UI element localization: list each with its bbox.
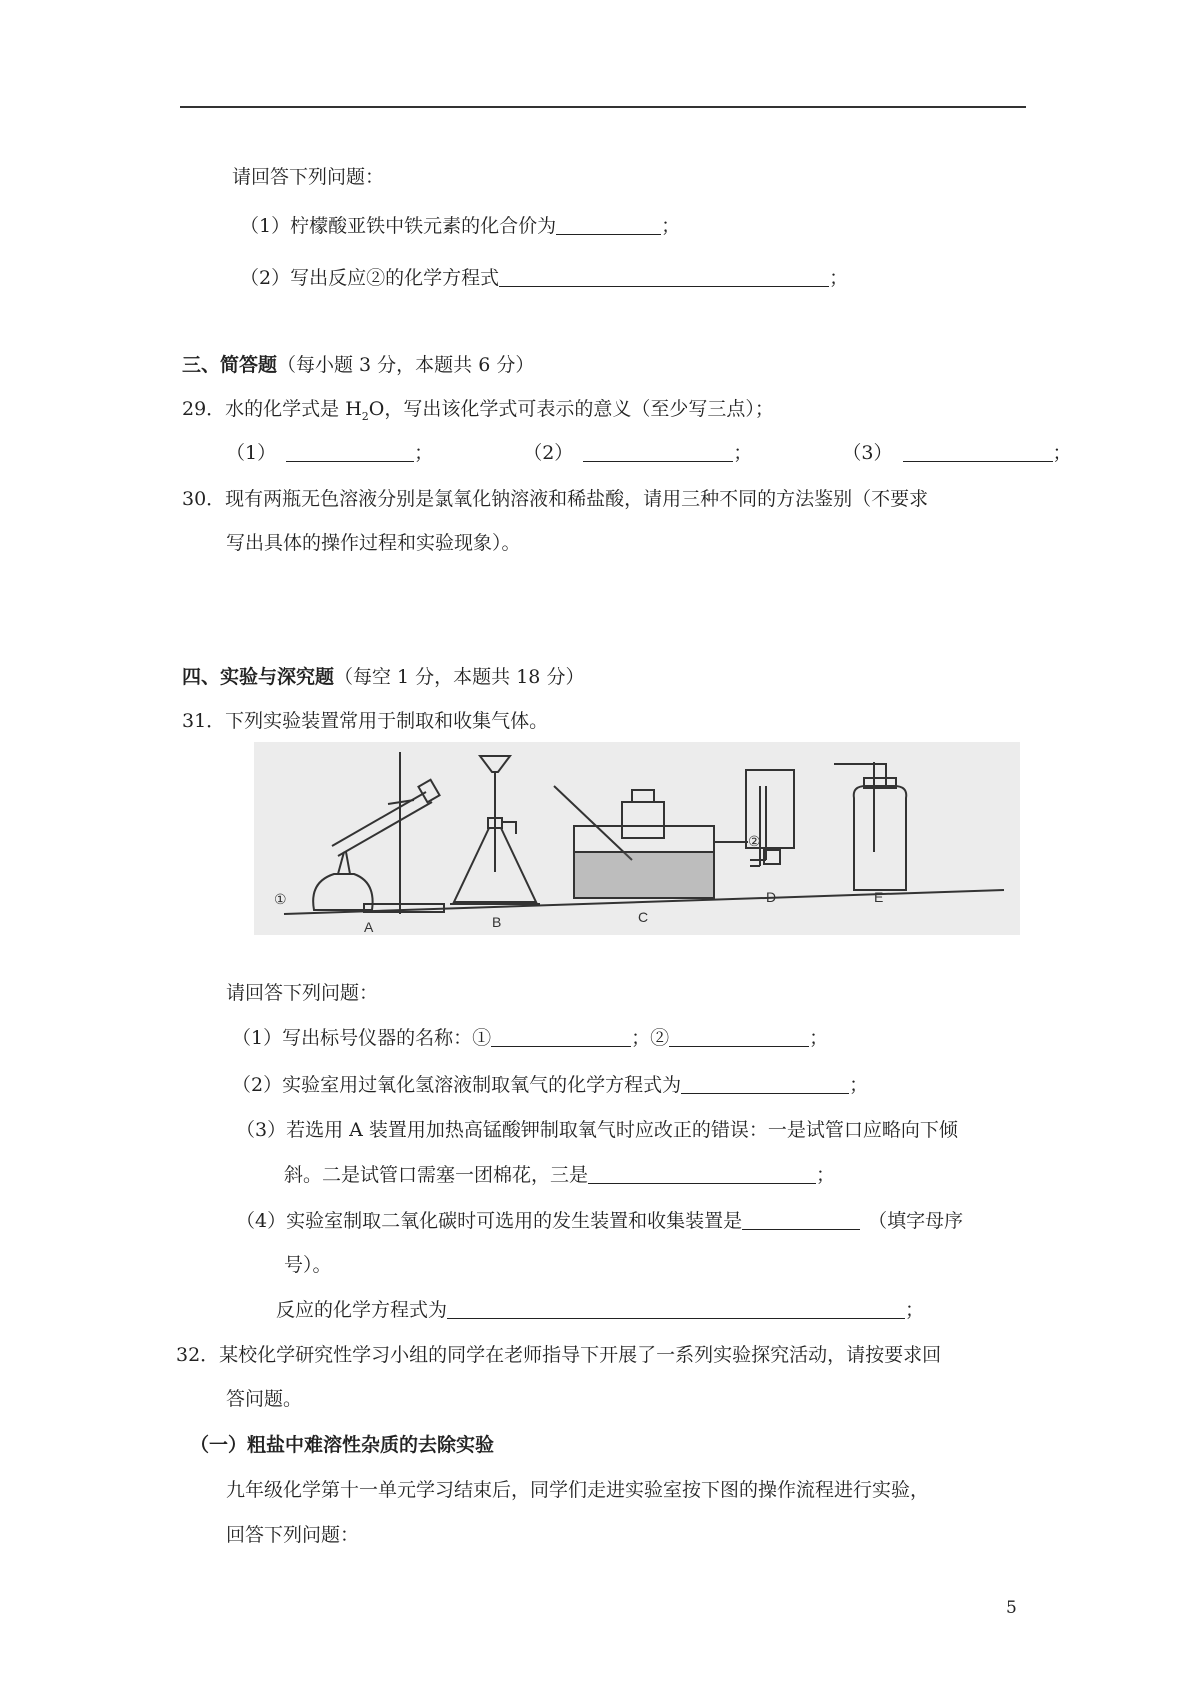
apparatus-drawing — [254, 742, 1020, 935]
label-2: ② — [748, 833, 761, 849]
q31-sub3-line1: （3）若选用 A 装置用加热高锰酸钾制取氧气时应改正的错误：一是试管口应略向下倾 — [236, 1119, 958, 1141]
page-number: 5 — [1006, 1598, 1017, 1618]
header-rule — [180, 106, 1026, 108]
answer-blank[interactable] — [681, 1073, 849, 1094]
label-d: D — [766, 889, 777, 905]
q29-stem: 29．水的化学式是 $H_2O$，写出该化学式可表示的意义（至少写三点）； — [182, 398, 774, 423]
q30-line2: 写出具体的操作过程和实验现象）。 — [226, 532, 521, 554]
label-a: A — [364, 919, 374, 935]
answer-blank[interactable] — [447, 1298, 905, 1319]
answer-blank[interactable] — [556, 214, 661, 235]
q32-part1-line1: 九年级化学第十一单元学习结束后，同学们走进实验室按下图的操作流程进行实验， — [226, 1479, 930, 1501]
label-c: C — [638, 909, 649, 925]
answer-blank[interactable] — [588, 1163, 816, 1184]
answer-blank[interactable] — [669, 1026, 809, 1047]
q31-sub2: （2）实验室用过氧化氢溶液制取氧气的化学方程式为 ； — [232, 1074, 869, 1096]
q31-sub3-line2: 斜。二是试管口需塞一团棉花，三是 ； — [284, 1164, 836, 1186]
answer-blank[interactable] — [491, 1026, 631, 1047]
answer-blank[interactable] — [499, 266, 829, 287]
q29-blanks: （1） ； （2） ； （3） ； — [226, 442, 1072, 464]
q28-sub1: （1）柠檬酸亚铁中铁元素的化合价为 ； — [240, 215, 681, 237]
answer-blank[interactable] — [742, 1209, 860, 1230]
q31-prompt: 请回答下列问题： — [226, 982, 379, 1004]
answer-blank[interactable] — [286, 441, 414, 462]
q31-sub4-line2: 号）。 — [284, 1254, 332, 1276]
q32-part1-heading: （一）粗盐中难溶性杂质的去除实验 — [190, 1434, 495, 1456]
lab-apparatus-figure — [254, 742, 1020, 935]
q32-part1-line2: 回答下列问题： — [226, 1524, 360, 1546]
q32-line1: 32．某校化学研究性学习小组的同学在老师指导下开展了一系列实验探究活动，请按要求回 — [176, 1344, 942, 1366]
q28-prompt: 请回答下列问题： — [232, 166, 385, 188]
section4-heading: 四、实验与深究题（每空 1 分，本题共 18 分） — [182, 666, 585, 688]
q31-sub4-line3: 反应的化学方程式为 ； — [276, 1299, 925, 1321]
section3-heading: 三、简答题（每小题 3 分，本题共 6 分） — [182, 354, 535, 376]
label-e: E — [874, 889, 884, 905]
q31-sub1: （1）写出标号仪器的名称：① ；② ； — [232, 1027, 829, 1049]
answer-blank[interactable] — [903, 441, 1053, 462]
label-b: B — [492, 914, 502, 930]
q31-sub4-line1: （4）实验室制取二氧化碳时可选用的发生装置和收集装置是 （填字母序 — [236, 1210, 964, 1232]
q31-stem: 31．下列实验装置常用于制取和收集气体。 — [182, 710, 549, 732]
q32-line2: 答问题。 — [226, 1388, 303, 1410]
q30-line1: 30．现有两瓶无色溶液分别是氯氧化钠溶液和稀盐酸，请用三种不同的方法鉴别（不要求 — [182, 488, 929, 510]
label-1: ① — [274, 891, 287, 907]
answer-blank[interactable] — [583, 441, 733, 462]
q28-sub2: （2）写出反应②的化学方程式 ； — [240, 267, 849, 289]
